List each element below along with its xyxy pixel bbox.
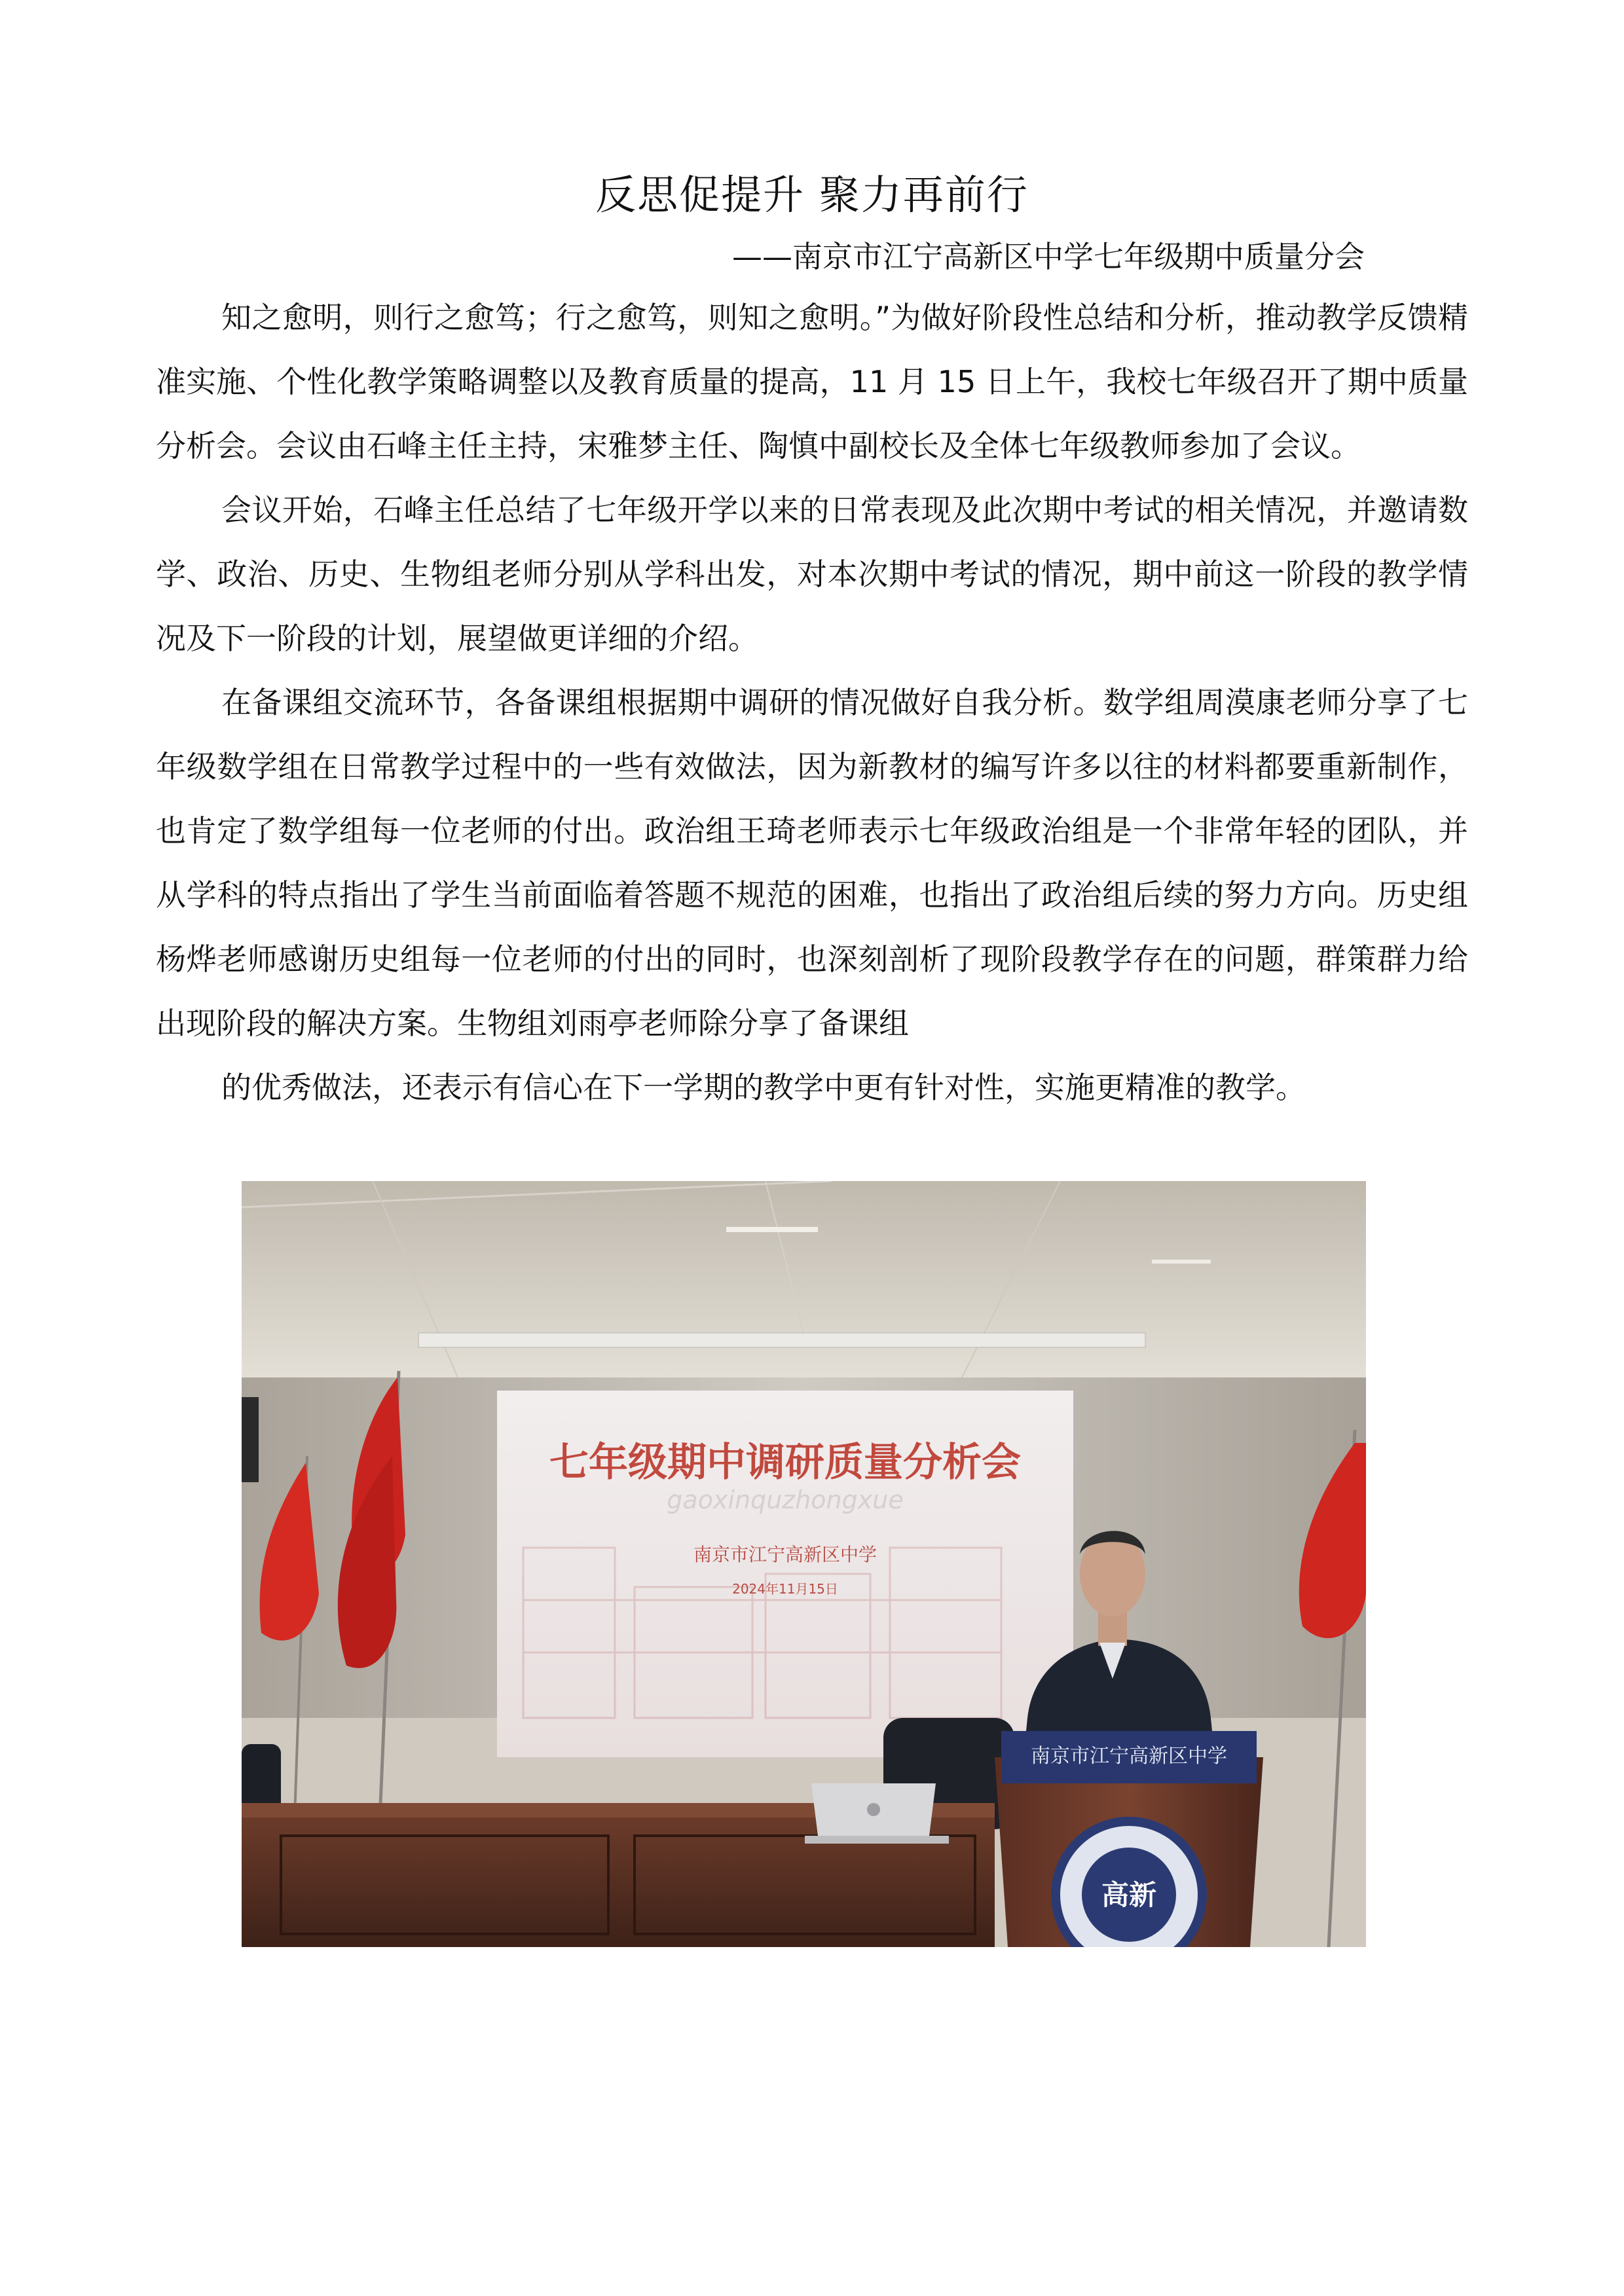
screen-watermark: gaoxinquzhongxue (667, 1485, 904, 1514)
meeting-photo (242, 1181, 1366, 1947)
podium (995, 1731, 1263, 1947)
paragraph-1: 知之愈明，则行之愈笃；行之愈笃，则知之愈明。”为做好阶段性总结和分析，推动教学反馈精准实施、个性化教学策略调整以及教育质量的提高，11 月 15 日上午，我校七年级召开了期中质量分析会。会议由石峰主任主持，宋雅梦主任、陶慎中副校长及全体七年级教师参加了会议。 (156, 300, 1468, 464)
ceiling (242, 1181, 1366, 1377)
article-body (156, 285, 1468, 1120)
podium-sign: 南京市江宁高新区中学 (1031, 1745, 1227, 1768)
paragraph-3: 在备课组交流环节，各备课组根据期中调研的情况做好自我分析。数学组周漠康老师分享了七年级数学组在日常教学过程中的一些有效做法，因为新教材的编写许多以往的材料都要重新制作，也肯定了数学组每一位老师的付出。政治组王琦老师表示七年级政治组是一个非常年轻的团队，并从学科的特点指出了学生当前面临着答题不规范的困难，也指出了政治组后续的努力方向。历史组杨烨老师感谢历史组每一位老师的付出的同时，也深刻剖析了现阶段教学存在的问题，群策群力给出现阶段的解决方案。生物组刘雨亭老师除分享了备课组 (156, 685, 1468, 1041)
paragraph-2: 会议开始，石峰主任总结了七年级开学以来的日常表现及此次期中考试的相关情况，并邀请数学、政治、历史、生物组老师分别从学科出发，对本次期中考试的情况，期中前这一阶段的教学情况及下一阶段的计划，展望做更详细的介绍。 (156, 492, 1468, 656)
paragraph-4: 的优秀做法，还表示有信心在下一学期的教学中更有针对性，实施更精准的教学。 (221, 1070, 1306, 1105)
article-subtitle: ——南京市江宁高新区中学七年级期中质量分会 (732, 239, 1365, 274)
screen-date: 2024年11月15日 (732, 1581, 838, 1597)
article-title: 反思促提升 聚力再前行 (595, 171, 1029, 219)
screen-title: 七年级期中调研质量分析会 (549, 1440, 1021, 1485)
podium-emblem: 高新 (1101, 1879, 1157, 1911)
laptop (805, 1783, 949, 1844)
screen-school: 南京市江宁高新区中学 (693, 1544, 877, 1565)
wall-speaker-left (242, 1397, 259, 1482)
